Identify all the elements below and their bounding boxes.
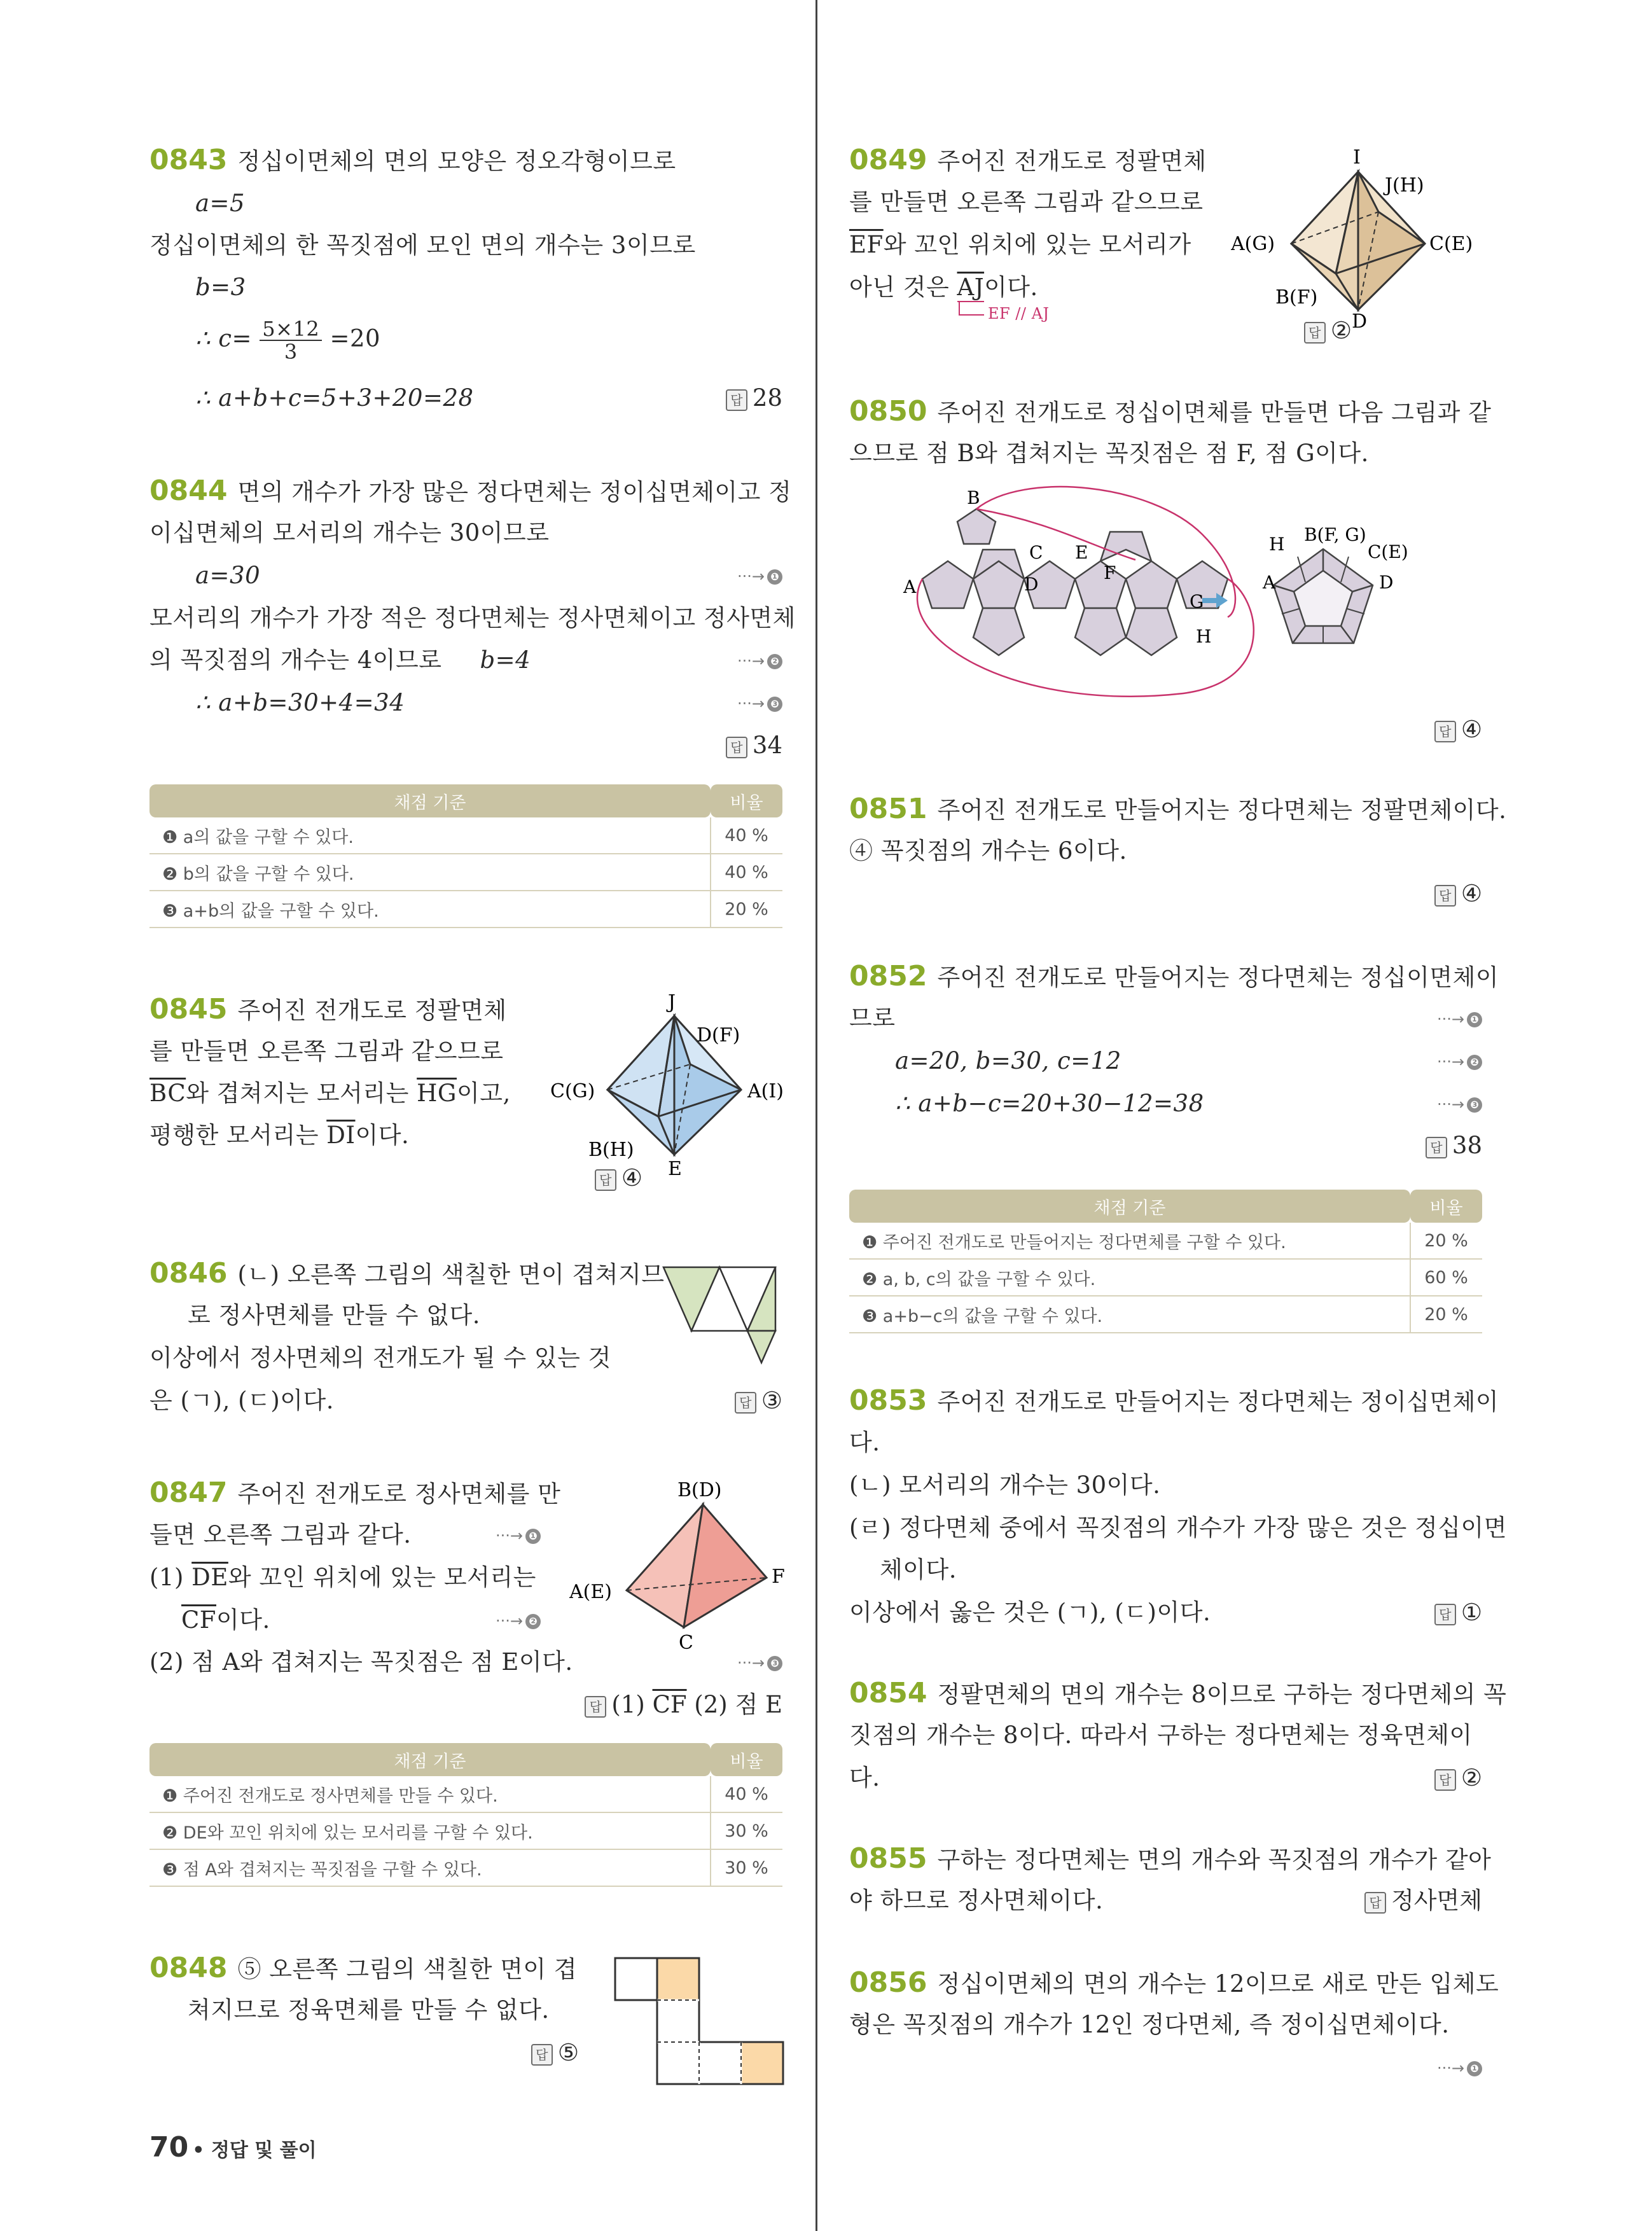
- svg-text:A(G): A(G): [1231, 233, 1275, 255]
- text-line: $\overline{CF}$이다.: [181, 1606, 270, 1634]
- page-number: 70: [149, 2131, 189, 2164]
- text-line: b=3: [195, 274, 246, 301]
- answer-icon: 답: [1434, 721, 1456, 742]
- text-line: 쳐지므로 정육면체를 만들 수 없다.: [188, 1996, 550, 2024]
- svg-text:A(I): A(I): [747, 1080, 784, 1102]
- problem-number: 0848: [149, 1952, 228, 1984]
- svg-text:B: B: [967, 487, 980, 508]
- answer: 답 ①: [1434, 1599, 1482, 1627]
- note-connector: [959, 314, 984, 316]
- page-footer: [149, 2131, 317, 2164]
- text-line: 정십이면체의 면의 모양은 정오각형이므로: [237, 148, 676, 175]
- note-connector: [959, 302, 960, 316]
- footer-label: • 정답 및 풀이: [192, 2139, 317, 2162]
- answer-icon: 답: [585, 1696, 606, 1718]
- text-line: 평행한 모서리는 $\overline{DI}$이다.: [149, 1122, 410, 1149]
- svg-text:C: C: [679, 1632, 693, 1654]
- text-line: (ㄴ) 모서리의 개수는 30이다.: [849, 1471, 1161, 1499]
- svg-text:C: C: [1029, 542, 1043, 563]
- answer: 답 ④: [1434, 716, 1482, 744]
- text-line: $\overline{EF}$와 꼬인 위치에 있는 모서리가: [849, 231, 1191, 258]
- text-line: 이상에서 옳은 것은 (ㄱ), (ㄷ)이다.: [849, 1599, 1211, 1626]
- text-line: 은 (ㄱ), (ㄷ)이다.: [149, 1387, 334, 1414]
- svg-text:D: D: [1379, 572, 1394, 593]
- text-line: ④ 꼭짓점의 개수는 6이다.: [849, 837, 1127, 865]
- text-line: 므로: [849, 1004, 896, 1032]
- answer-icon: 답: [531, 2044, 553, 2066]
- svg-text:B(F): B(F): [1275, 286, 1318, 309]
- tetrahedron-figure-0847: [569, 1476, 786, 1654]
- text-line: 으므로 점 B와 겹쳐지는 꼭짓점은 점 F, 점 G이다.: [849, 440, 1369, 467]
- svg-text:B(H): B(H): [588, 1139, 634, 1161]
- svg-text:H: H: [1269, 534, 1285, 555]
- answer-icon: 답: [1426, 1137, 1447, 1158]
- table-row: ❶ 주어진 전개도로 정사면체를 만들 수 있다. 40 %: [149, 1776, 782, 1812]
- grading-table-0852: 채점 기준 비율 ❶ 주어진 전개도로 만들어지는 정다면체를 구할 수 있다. 20 % ❷ a, b, c의 값을 구할 수 있다. 60 % ❸ a+b−c의 값을 구할 수 있다. 20 %: [849, 1190, 1482, 1333]
- step-marker: ···→ ❸: [737, 1654, 782, 1672]
- fraction-line: ∴ c= $\frac{5\times 12}{3}$ =20: [195, 317, 381, 364]
- svg-text:D: D: [1024, 574, 1039, 595]
- text-line: 형은 꼭짓점의 개수가 12인 정다면체, 즉 정이십면체이다.: [849, 2011, 1450, 2038]
- answer-icon: 답: [1434, 1604, 1456, 1625]
- svg-text:J(H): J(H): [1385, 174, 1424, 197]
- text-line: (1) $\overline{DE}$와 꼬인 위치에 있는 모서리는: [149, 1564, 536, 1591]
- svg-text:E: E: [668, 1158, 682, 1180]
- step-marker: ···→ ❸: [737, 695, 782, 712]
- text-line: 짓점의 개수는 8이다. 따라서 구하는 정다면체는 정육면체이: [849, 1721, 1473, 1749]
- answer-icon: 답: [726, 737, 747, 758]
- answer: 답 정사면체: [1364, 1887, 1482, 1915]
- table-row: ❶ a의 값을 구할 수 있다. 40 %: [149, 817, 782, 854]
- text-line: 이상에서 정사면체의 전개도가 될 수 있는 것: [149, 1344, 611, 1372]
- answer: 답 ④: [595, 1164, 642, 1192]
- answer-icon: 답: [595, 1169, 616, 1191]
- text-line: ∴ a+b−c=20+30−12=38: [895, 1090, 1204, 1117]
- step-marker: ···→ ❷: [496, 1612, 541, 1630]
- step-marker: ···→ ❷: [737, 652, 782, 670]
- text-line: 모서리의 개수가 가장 적은 정다면체는 정사면체이고 정사면체: [149, 604, 796, 632]
- problem-number: 0853: [849, 1384, 927, 1417]
- problem-number: 0854: [849, 1677, 927, 1709]
- svg-text:J: J: [668, 991, 676, 1013]
- table-row: ❷ DE와 꼬인 위치에 있는 모서리를 구할 수 있다. 30 %: [149, 1812, 782, 1849]
- svg-text:C(E): C(E): [1368, 541, 1408, 562]
- answer: 답 ⑤: [531, 2039, 579, 2067]
- grading-table-0844: 채점 기준 비율 ❶ a의 값을 구할 수 있다. 40 % ❷ b의 값을 구할 수 있다. 40 % ❸ a+b의 값을 구할 수 있다. 20 %: [149, 784, 782, 928]
- step-marker: ···→ ❷: [1437, 1053, 1482, 1071]
- note-parallel: EF // AJ: [988, 305, 1050, 323]
- answer: 답 34: [726, 732, 782, 760]
- svg-text:C(G): C(G): [550, 1080, 595, 1102]
- text-line: 의 꼭짓점의 개수는 4이므로 b=4: [149, 646, 531, 674]
- text-line: a=30: [195, 562, 261, 589]
- text-line: ∴ a+b+c=5+3+20=28: [195, 384, 474, 412]
- svg-text:A(E): A(E): [569, 1581, 612, 1603]
- net-pentagons: [922, 509, 1228, 655]
- svg-text:I: I: [1353, 146, 1361, 169]
- svg-text:B(D): B(D): [677, 1479, 722, 1501]
- answer-icon: 답: [1434, 1769, 1456, 1791]
- text-line: 를 만들면 오른쪽 그림과 같으므로: [149, 1038, 504, 1065]
- answer: 답 (1) $\overline{CF}$ (2) 점 E: [585, 1691, 782, 1719]
- problem-number: 0850: [849, 395, 927, 427]
- cube-net-figure-0848: [614, 1953, 786, 2090]
- answer: 답 28: [726, 384, 782, 412]
- svg-text:F: F: [772, 1566, 785, 1588]
- svg-text:D: D: [1352, 310, 1368, 333]
- problem-number: 0847: [149, 1477, 228, 1509]
- text-line: 이십면체의 모서리의 개수는 30이므로: [149, 519, 550, 546]
- table-row: ❸ a+b의 값을 구할 수 있다. 20 %: [149, 891, 782, 928]
- text-line: a=5: [195, 190, 246, 217]
- problem-number: 0846: [149, 1257, 228, 1289]
- answer: 답 ②: [1304, 317, 1352, 345]
- svg-text:F: F: [1104, 562, 1116, 583]
- step-marker: ···→ ❶: [737, 567, 782, 585]
- table-row: ❶ 주어진 전개도로 만들어지는 정다면체를 구할 수 있다. 20 %: [849, 1223, 1482, 1259]
- svg-text:C(E): C(E): [1429, 233, 1473, 255]
- text-line: 다.: [849, 1764, 880, 1791]
- answer: 답 ④: [1434, 880, 1482, 908]
- problem-number: 0852: [849, 960, 927, 992]
- text-line: 다.: [849, 1429, 880, 1456]
- text-line: 정십이면체의 한 꼭짓점에 모인 면의 개수는 3이므로: [149, 232, 696, 259]
- table-row: ❸ 점 A와 겹쳐지는 꼭짓점을 구할 수 있다. 30 %: [149, 1849, 782, 1886]
- svg-text:A: A: [903, 576, 917, 597]
- text-line: (2) 점 A와 겹쳐지는 꼭짓점은 점 E이다.: [149, 1648, 573, 1676]
- text-line: 체이다.: [880, 1556, 957, 1583]
- svg-text:B(F, G): B(F, G): [1304, 524, 1366, 545]
- problem-number: 0843: [149, 144, 228, 176]
- text-line: 를 만들면 오른쪽 그림과 같으므로: [849, 188, 1204, 216]
- dodecahedron-net-figure: [884, 483, 1431, 719]
- answer-icon: 답: [735, 1392, 756, 1414]
- svg-text:A: A: [1263, 572, 1276, 593]
- svg-text:D(F): D(F): [697, 1024, 740, 1046]
- step-marker: ···→ ❶: [1437, 2059, 1482, 2077]
- text-line: 로 정사면체를 만들 수 없다.: [188, 1302, 480, 1329]
- answer: 답 38: [1426, 1132, 1482, 1160]
- table-row: ❷ a, b, c의 값을 구할 수 있다. 60 %: [849, 1259, 1482, 1296]
- problem-number: 0855: [849, 1842, 927, 1875]
- octahedron-figure-0849: [1231, 143, 1482, 334]
- text-line: (ㄹ) 정다면체 중에서 꼭짓점의 개수가 가장 많은 것은 정십이면: [849, 1514, 1508, 1541]
- answer-icon: 답: [726, 389, 747, 411]
- text-line: $\overline{BC}$와 겹쳐지는 모서리는 $\overline{HG}$이고,: [149, 1080, 511, 1107]
- text-line: 야 하므로 정사면체이다.: [849, 1887, 1104, 1914]
- text-line: 아닌 것은 $\overline{AJ}$이다.: [849, 274, 1038, 301]
- problem-number: 0856: [849, 1966, 927, 1999]
- svg-text:G: G: [1190, 591, 1204, 612]
- step-marker: ···→ ❶: [1437, 1010, 1482, 1028]
- problem-number: 0851: [849, 793, 927, 825]
- text-line: a=20, b=30, c=12: [895, 1047, 1121, 1074]
- column-divider: [816, 0, 817, 2231]
- answer-icon: 답: [1434, 885, 1456, 907]
- table-row: ❸ a+b−c의 값을 구할 수 있다. 20 %: [849, 1296, 1482, 1333]
- step-marker: ···→ ❸: [1437, 1095, 1482, 1113]
- svg-text:E: E: [1075, 542, 1088, 563]
- answer: 답 ③: [735, 1387, 782, 1415]
- octahedron-figure-0845: [538, 989, 786, 1180]
- problem-number: 0845: [149, 993, 228, 1025]
- answer-icon: 답: [1304, 322, 1326, 344]
- grading-table-0847: 채점 기준 비율 ❶ 주어진 전개도로 정사면체를 만들 수 있다. 40 % ❷ DE와 꼬인 위치에 있는 모서리를 구할 수 있다. 30 % ❸ 점 A와 겹쳐지는 꼭짓점을 구할 수 있다. 30 %: [149, 1743, 782, 1887]
- dodecahedron-solid: [1274, 549, 1373, 643]
- tetrahedron-net-figure-0846: [658, 1260, 786, 1368]
- table-row: ❷ b의 값을 구할 수 있다. 40 %: [149, 854, 782, 891]
- svg-text:H: H: [1196, 626, 1212, 647]
- answer-icon: 답: [1364, 1892, 1386, 1914]
- text-line: 들면 오른쪽 그림과 같다.: [149, 1521, 412, 1548]
- text-line: ∴ a+b=30+4=34: [195, 689, 405, 716]
- problem-number: 0849: [849, 144, 927, 176]
- problem-number: 0844: [149, 475, 228, 507]
- answer: 답 ②: [1434, 1764, 1482, 1792]
- step-marker: ···→ ❶: [496, 1527, 541, 1545]
